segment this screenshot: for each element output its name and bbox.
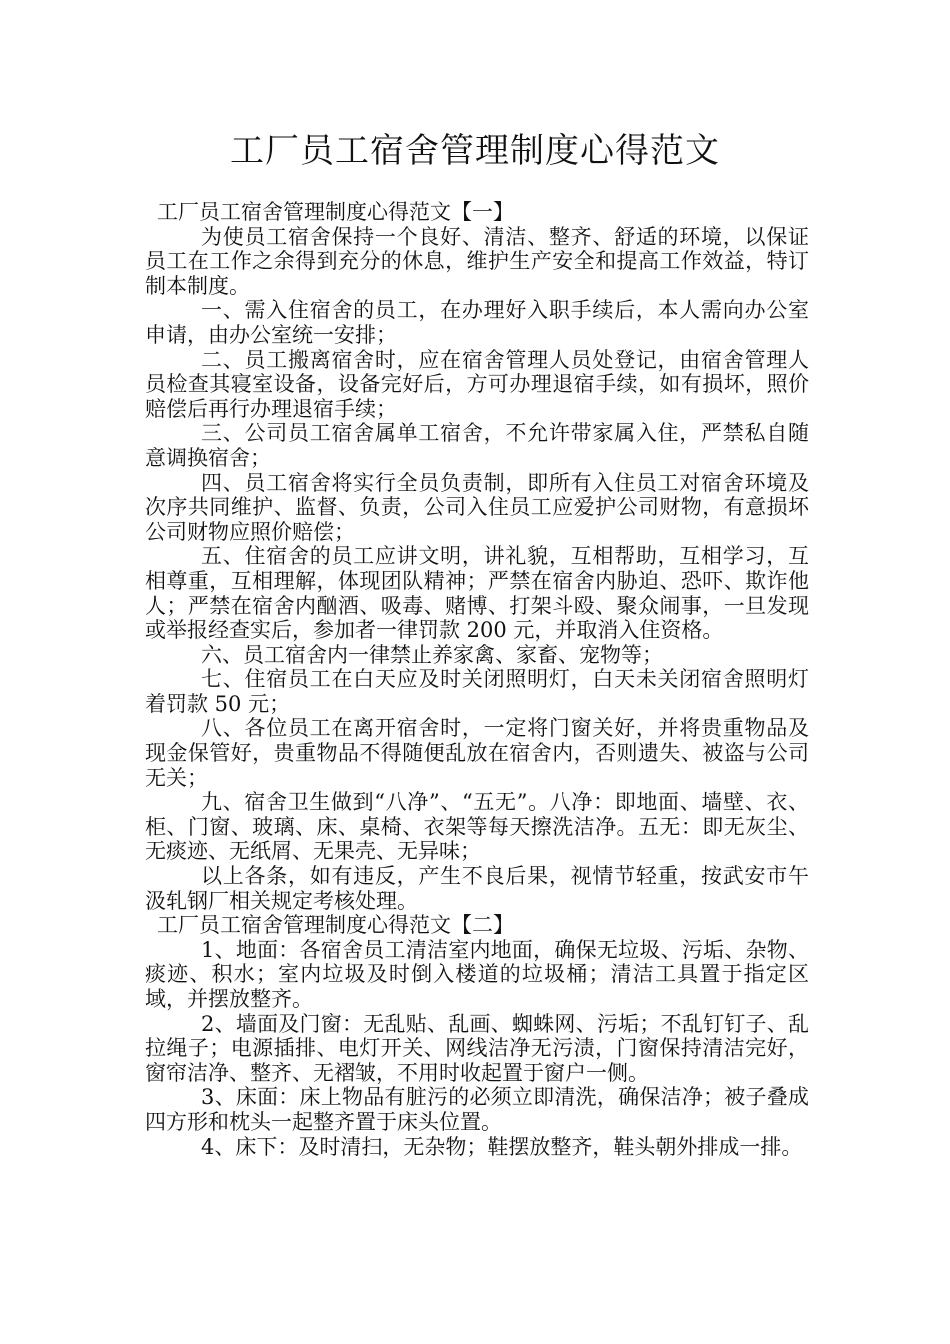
paragraph: 九、宿舍卫生做到“八净”、“五无”。八净：即地面、墙壁、衣、柜、门窗、玻璃、床、桌椅、衣架等每天擦洗洁净。五无：即无灰尘、无痰迹、无纸屑、无果壳、无异味； — [145, 790, 809, 864]
paragraph: 五、住宿舍的员工应讲文明，讲礼貌，互相帮助，互相学习，互相尊重，互相理解，体现团队精神；严禁在宿舍内胁迫、恐吓、欺诈他人；严禁在宿舍内酗酒、吸毒、赌博、打架斗殴、聚众闹事，一旦发现或举报经查实后，参加者一律罚款 200 元，并取消入住资格。 — [145, 544, 809, 643]
paragraph: 二、员工搬离宿舍时，应在宿舍管理人员处登记，由宿舍管理人员检查其寝室设备，设备完好后，方可办理退宿手续，如有损坏，照价赔偿后再行办理退宿手续； — [145, 347, 809, 421]
section-heading-2: 工厂员工宿舍管理制度心得范文【二】 — [157, 913, 514, 938]
paragraph: 一、需入住宿舍的员工，在办理好入职手续后，本人需向办公室申请，由办公室统一安排； — [145, 298, 809, 347]
section-heading-1: 工厂员工宿舍管理制度心得范文【一】 — [157, 200, 514, 224]
document-title: 工厂员工宿舍管理制度心得范文 — [230, 131, 720, 171]
paragraph: 四、员工宿舍将实行全员负责制，即所有入住员工对宿舍环境及次序共同维护、监督、负责，公司入住员工应爱护公司财物，有意损坏公司财物应照价赔偿； — [145, 470, 809, 544]
paragraph: 八、各位员工在离开宿舍时，一定将门窗关好，并将贵重物品及现金保管好，贵重物品不得随便乱放在宿舍内，否则遗失、被盗与公司无关； — [145, 716, 809, 790]
paragraph: 2、墙面及门窗：无乱贴、乱画、蜘蛛网、污垢；不乱钉钉子、乱拉绳子；电源插排、电灯开关、网线洁净无污渍，门窗保持清洁完好，窗帘洁净、整齐、无褶皱，不用时收起置于窗户一侧。 — [145, 1011, 809, 1085]
paragraph: 以上各条，如有违反，产生不良后果，视情节轻重，按武安市午汲轧钢厂相关规定考核处理。 — [145, 864, 809, 913]
paragraph: 七、住宿员工在白天应及时关闭照明灯，白天未关闭宿舍照明灯着罚款 50 元； — [145, 667, 809, 716]
paragraph: 三、公司员工宿舍属单工宿舍，不允许带家属入住，严禁私自随意调换宿舍； — [145, 421, 809, 470]
document-body — [145, 200, 809, 1159]
paragraph: 1、地面：各宿舍员工清洁室内地面，确保无垃圾、污垢、杂物、痰迹、积水；室内垃圾及时倒入楼道的垃圾桶；清洁工具置于指定区域，并摆放整齐。 — [145, 937, 809, 1011]
paragraph: 为使员工宿舍保持一个良好、清洁、整齐、舒适的环境，以保证员工在工作之余得到充分的休息，维护生产安全和提高工作效益，特订制本制度。 — [145, 224, 809, 298]
paragraph: 六、员工宿舍内一律禁止养家禽、家畜、宠物等； — [201, 642, 663, 667]
paragraph: 4、床下：及时清扫，无杂物；鞋摆放整齐，鞋头朝外排成一排。 — [201, 1134, 803, 1159]
paragraph: 3、床面：床上物品有脏污的必须立即清洗，确保洁净；被子叠成四方形和枕头一起整齐置于床头位置。 — [145, 1085, 809, 1134]
